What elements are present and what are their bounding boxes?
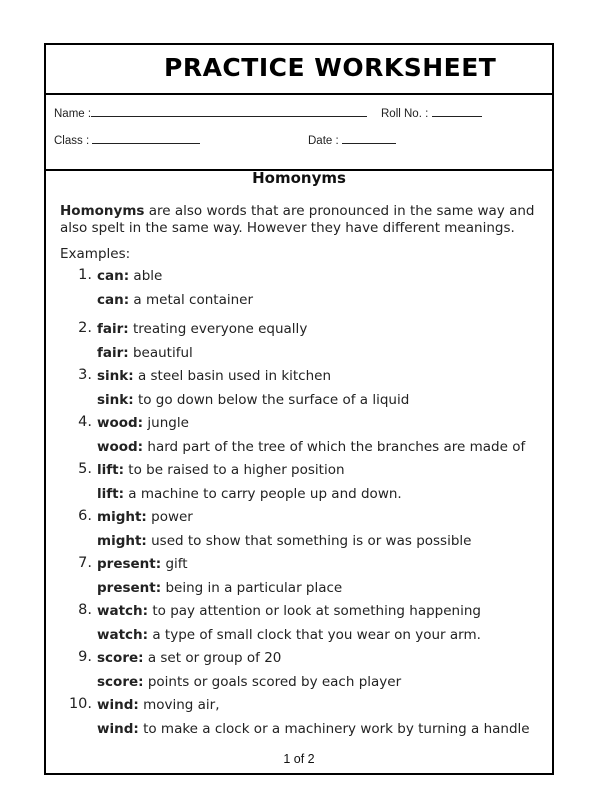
homonym-definition: beautiful <box>132 344 193 361</box>
homonym-definition: a set or group of 20 <box>147 650 282 666</box>
homonym-definition: treating everyone equally <box>132 321 308 337</box>
entry-number: 9. <box>78 649 92 665</box>
entry-number: 5. <box>78 461 92 477</box>
homonym-definition: jungle <box>147 415 189 431</box>
name-blank[interactable] <box>91 107 367 117</box>
homonym-definition: a machine to carry people up and down. <box>128 485 402 502</box>
intro-paragraph <box>60 203 535 237</box>
entry-first-meaning <box>97 697 220 713</box>
entry-first-meaning <box>97 462 345 478</box>
homonym-word: wind: <box>97 697 139 713</box>
entry-second-meaning <box>97 486 402 502</box>
title-row <box>46 45 552 95</box>
intro-term: Homonyms <box>60 203 145 219</box>
entry-number: 6. <box>78 508 92 524</box>
name-label: Name : <box>54 108 92 120</box>
homonym-word: might: <box>97 509 147 525</box>
entry-number: 1. <box>78 267 92 283</box>
section-heading: Homonyms <box>252 169 346 187</box>
roll-blank[interactable] <box>432 107 482 117</box>
entry-second-meaning <box>97 439 525 455</box>
homonym-word: can: <box>97 268 130 284</box>
homonym-word: watch: <box>97 603 149 619</box>
page-number: 1 of 2 <box>283 752 315 766</box>
worksheet-page <box>44 43 554 775</box>
entry-number: 7. <box>78 555 92 571</box>
entry-second-meaning <box>97 292 253 308</box>
homonym-word: might: <box>97 532 147 549</box>
homonym-word: wood: <box>97 415 144 431</box>
homonym-definition: power <box>151 509 193 525</box>
entry-number: 10. <box>68 696 92 712</box>
homonym-word: watch: <box>97 626 149 643</box>
homonym-definition: moving air, <box>143 697 220 713</box>
entry-second-meaning <box>97 580 342 596</box>
entry-second-meaning <box>97 674 401 690</box>
entry-second-meaning <box>97 533 471 549</box>
homonym-definition: to be raised to a higher position <box>128 462 345 478</box>
intro-text: are also words that are pronounced in the same way and also spelt in the same way. However they have different meanings. <box>60 203 535 236</box>
homonym-definition: a metal container <box>133 291 254 308</box>
class-field[interactable] <box>54 134 200 147</box>
homonym-definition: a steel basin used in kitchen <box>137 368 332 384</box>
homonym-definition: a type of small clock that you wear on your arm. <box>152 626 481 643</box>
homonym-word: wood: <box>97 438 144 455</box>
date-field[interactable] <box>308 134 396 147</box>
homonym-definition: to pay attention or look at something happening <box>152 603 481 619</box>
homonym-word: wind: <box>97 720 139 737</box>
homonym-word: sink: <box>97 391 134 408</box>
homonym-word: score: <box>97 673 144 690</box>
date-blank[interactable] <box>342 134 396 144</box>
name-field[interactable] <box>54 107 367 120</box>
entry-first-meaning <box>97 415 189 431</box>
entry-number: 3. <box>78 367 92 383</box>
entry-first-meaning <box>97 650 281 666</box>
entry-number: 2. <box>78 320 92 336</box>
homonym-definition: hard part of the tree of which the branches are made of <box>147 438 526 455</box>
homonym-word: present: <box>97 579 162 596</box>
homonym-definition: being in a particular place <box>165 579 343 596</box>
homonym-definition: able <box>133 268 163 284</box>
homonym-word: fair: <box>97 344 129 361</box>
page-title: PRACTICE WORKSHEET <box>164 53 497 82</box>
entry-second-meaning <box>97 627 481 643</box>
homonym-definition: points or goals scored by each player <box>147 673 402 690</box>
roll-field[interactable] <box>381 107 482 120</box>
roll-label: Roll No. : <box>381 108 429 120</box>
homonym-word: sink: <box>97 368 134 384</box>
entry-first-meaning <box>97 603 481 619</box>
class-label: Class : <box>54 135 90 147</box>
homonym-definition: to make a clock or a machinery work by turning a handle <box>143 720 530 737</box>
entry-first-meaning <box>97 556 188 572</box>
entry-first-meaning <box>97 321 307 337</box>
entry-number: 4. <box>78 414 92 430</box>
entry-number: 8. <box>78 602 92 618</box>
date-label: Date : <box>308 135 339 147</box>
homonym-definition: used to show that something is or was possible <box>151 532 472 549</box>
homonym-word: fair: <box>97 321 129 337</box>
entry-first-meaning <box>97 368 331 384</box>
homonym-definition: to go down below the surface of a liquid <box>137 391 410 408</box>
entry-second-meaning <box>97 392 409 408</box>
examples-label: Examples: <box>60 246 131 262</box>
entry-second-meaning <box>97 721 530 737</box>
homonym-word: present: <box>97 556 162 572</box>
homonym-definition: gift <box>165 556 188 572</box>
homonym-word: can: <box>97 291 130 308</box>
entry-second-meaning <box>97 345 193 361</box>
entry-first-meaning <box>97 509 193 525</box>
class-blank[interactable] <box>92 134 200 144</box>
homonym-word: lift: <box>97 485 124 502</box>
student-info-block <box>46 95 552 171</box>
entry-first-meaning <box>97 268 162 284</box>
homonym-word: score: <box>97 650 144 666</box>
homonym-word: lift: <box>97 462 124 478</box>
